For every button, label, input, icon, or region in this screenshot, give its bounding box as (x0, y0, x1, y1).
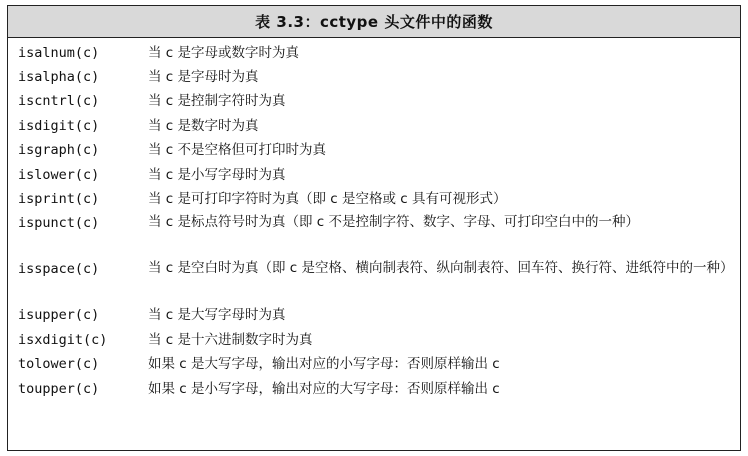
function-description: 如果 c 是小写字母，输出对应的大写字母：否则原样输出 c (148, 380, 500, 397)
table-row (8, 65, 740, 89)
function-description: 当 c 是空白时为真（即 c 是空格、横向制表符、纵向制表符、回车符、换行符、进纸符中的一种） (148, 260, 734, 277)
function-name: toupper(c) (18, 380, 100, 397)
function-name: isalnum(c) (18, 45, 100, 61)
table-caption: 表 3.3：cctype 头文件中的函数 (8, 6, 740, 38)
function-name: isalpha(c) (18, 69, 100, 85)
table-row (8, 138, 740, 162)
table-row (8, 38, 740, 65)
function-name: islower(c) (18, 166, 100, 183)
table-row (8, 187, 740, 211)
function-description: 当 c 是可打印字符时为真（即 c 是空格或 c 具有可视形式） (148, 190, 507, 207)
function-name: isupper(c) (18, 307, 100, 324)
function-name: isdigit(c) (18, 117, 100, 134)
function-name: isprint(c) (18, 190, 100, 207)
function-description: 当 c 是大写字母时为真 (148, 307, 286, 324)
function-name: iscntrl(c) (18, 93, 100, 110)
function-description: 当 c 是标点符号时为真（即 c 不是控制字符、数字、字母、可打印空白中的一种） (148, 214, 640, 231)
function-description: 当 c 不是空格但可打印时为真 (148, 142, 327, 159)
table-row (8, 257, 740, 303)
function-name: tolower(c) (18, 356, 100, 373)
table-row (8, 211, 740, 257)
function-name: isgraph(c) (18, 142, 100, 159)
table-row (8, 377, 740, 401)
function-description: 当 c 是字母时为真 (148, 69, 259, 85)
function-description: 当 c 是小写字母时为真 (148, 166, 286, 183)
function-name: ispunct(c) (18, 215, 100, 232)
table-row (8, 163, 740, 187)
function-description: 当 c 是字母或数字时为真 (148, 45, 300, 61)
cctype-function-table (7, 5, 741, 451)
function-name: isspace(c) (18, 261, 100, 278)
table-row (8, 328, 740, 352)
table-row (8, 89, 740, 113)
function-description: 当 c 是控制字符时为真 (148, 93, 286, 110)
table-row (8, 352, 740, 376)
table-body (8, 38, 740, 401)
function-description: 当 c 是十六进制数字时为真 (148, 331, 313, 348)
table-row (8, 114, 740, 138)
function-name: isxdigit(c) (18, 331, 108, 348)
table-row (8, 303, 740, 327)
function-description: 当 c 是数字时为真 (148, 117, 259, 134)
function-description: 如果 c 是大写字母，输出对应的小写字母：否则原样输出 c (148, 356, 500, 373)
